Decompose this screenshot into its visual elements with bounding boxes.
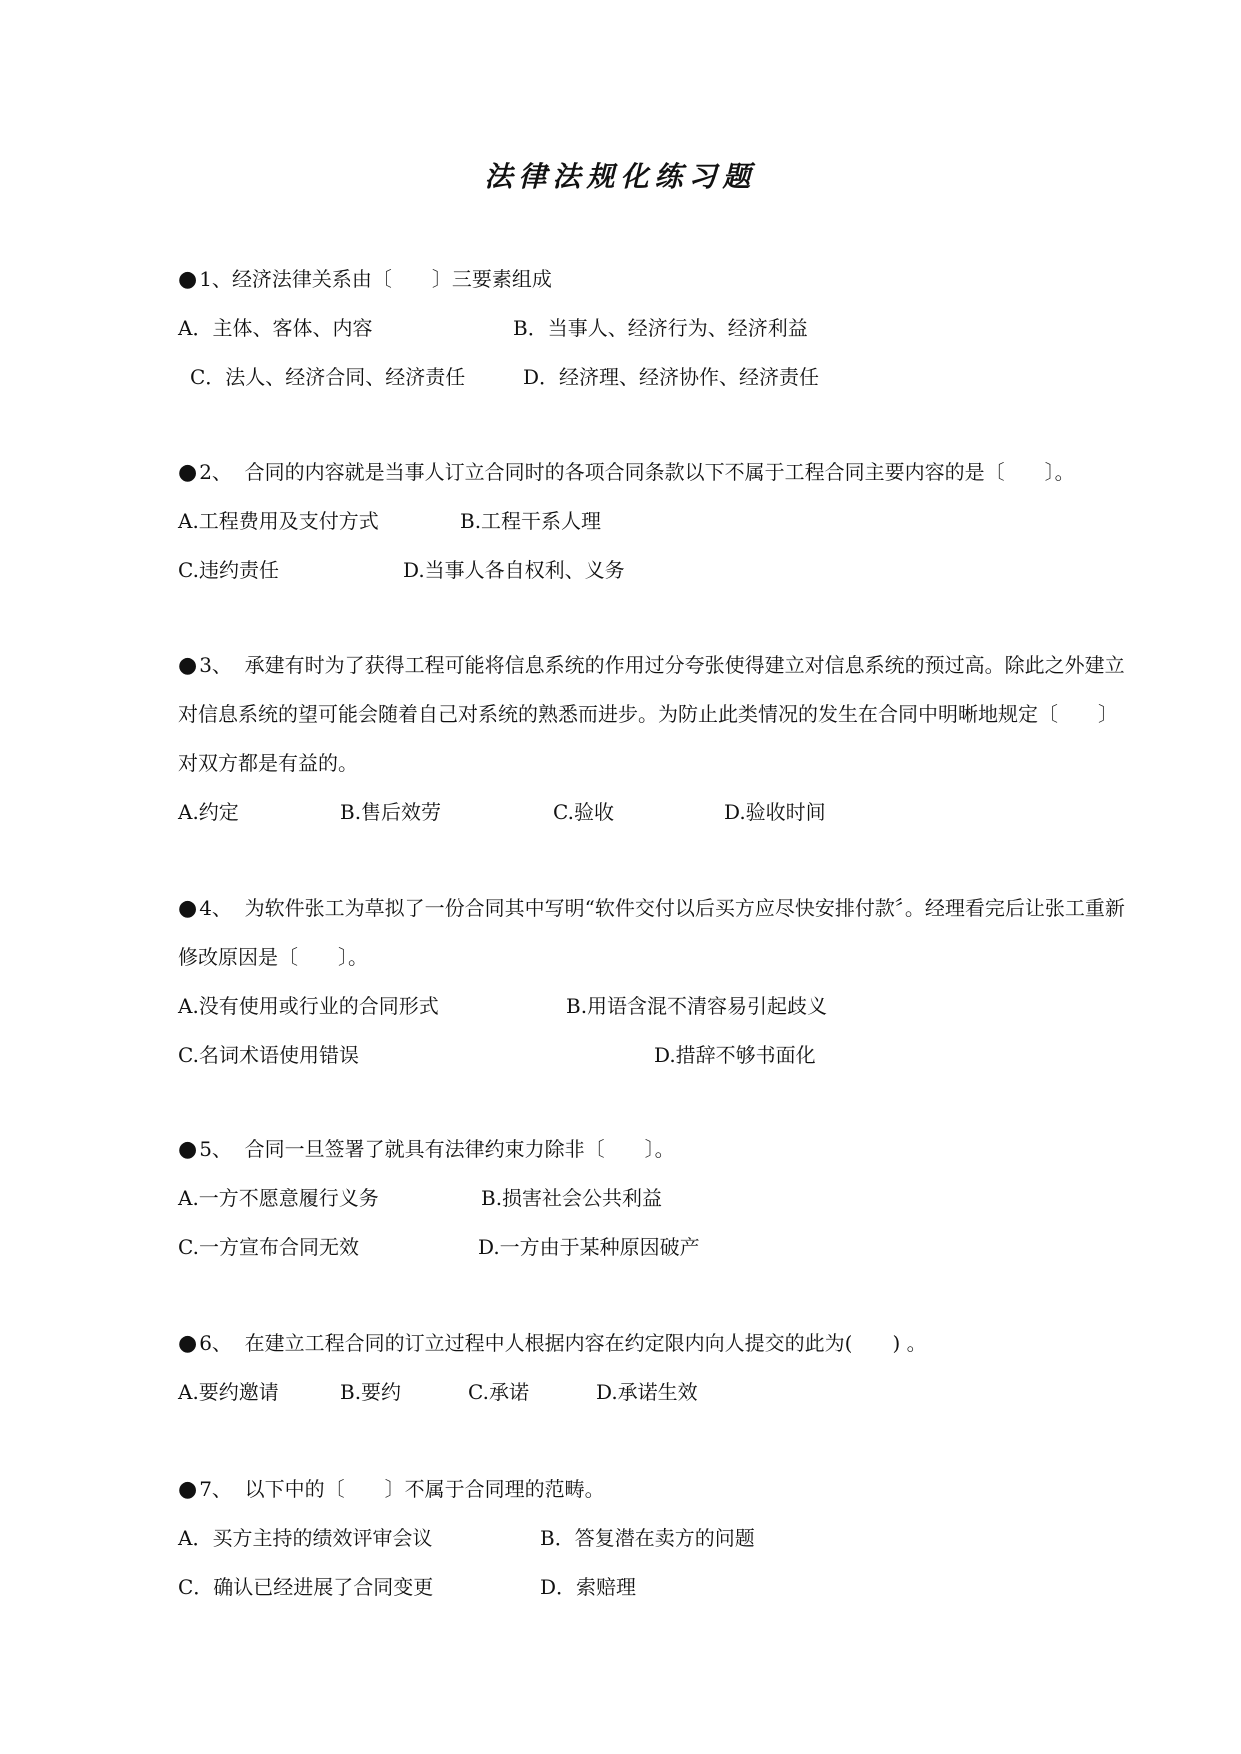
- question-5: [178, 1125, 1128, 1272]
- question-text: 在建立工程合同的订立过程中人根据内容在约定限内向人提交的此为( ) 。: [244, 1331, 927, 1355]
- option-d: D.承诺生效: [596, 1380, 698, 1404]
- bullet-icon: ●: [178, 1331, 198, 1356]
- question-stem: [178, 255, 1128, 304]
- question-2: [178, 448, 1128, 595]
- question-number: 6、: [199, 1331, 232, 1355]
- option-d: D.一方由于某种原因破产: [478, 1235, 700, 1259]
- option-row: [178, 1514, 1128, 1563]
- option-b: B.用语含混不清容易引起歧义: [566, 994, 828, 1018]
- question-7: [178, 1465, 1128, 1612]
- question-text: 以下中的〔 〕不属于合同理的范畴。: [244, 1477, 605, 1501]
- option-row: [178, 1563, 1128, 1612]
- option-c: C.违约责任: [178, 558, 279, 582]
- bullet-icon: ●: [178, 1477, 198, 1502]
- question-number: 1、: [199, 267, 232, 291]
- option-row: [178, 304, 1128, 353]
- option-row: [178, 1223, 1128, 1272]
- question-text: 为软件张工为草拟了一份合同其中写明“软件交付以后买方应尽快安排付款〞。经理看完后让张工重新修改原因是〔 〕。: [178, 896, 1125, 969]
- option-row: [178, 1368, 1128, 1417]
- option-a: A.没有使用或行业的合同形式: [178, 994, 439, 1018]
- bullet-icon: ●: [178, 653, 198, 678]
- question-text: 合同一旦签署了就具有法律约束力除非〔 〕。: [244, 1137, 675, 1161]
- option-b: B.要约: [340, 1380, 402, 1404]
- question-6: [178, 1319, 1128, 1417]
- option-a: A.工程费用及支付方式: [178, 509, 379, 533]
- option-row: [178, 353, 1128, 402]
- question-text: 承建有时为了获得工程可能将信息系统的作用过分夸张使得建立对信息系统的预过高。除此之外建立对信息系统的望可能会随着自己对系统的熟悉而进步。为防止此类情况的发生在合同中明晰地规定〔 〕对双方都是有益的。: [178, 653, 1125, 775]
- question-number: 7、: [199, 1477, 232, 1501]
- option-d: D．索赔理: [540, 1575, 637, 1599]
- question-stem: [178, 448, 1128, 497]
- option-c: C.验收: [553, 800, 614, 824]
- bullet-icon: ●: [178, 460, 198, 485]
- question-text: 合同的内容就是当事人订立合同时的各项合同条款以下不属于工程合同主要内容的是〔 〕。: [244, 460, 1075, 484]
- option-c: C．法人、经济合同、经济责任: [190, 365, 466, 389]
- option-a: A．主体、客体、内容: [178, 316, 373, 340]
- option-a: A.要约邀请: [178, 1380, 279, 1404]
- option-b: B．当事人、经济行为、经济利益: [513, 316, 808, 340]
- option-a: A．买方主持的绩效评审会议: [178, 1526, 433, 1550]
- option-row: [178, 1174, 1128, 1223]
- question-3: [178, 641, 1128, 837]
- question-stem: [178, 1319, 1128, 1368]
- option-c: C．确认已经进展了合同变更: [178, 1575, 434, 1599]
- bullet-icon: ●: [178, 896, 198, 921]
- option-b: B.售后效劳: [340, 800, 442, 824]
- question-number: 5、: [199, 1137, 232, 1161]
- option-a: A.约定: [178, 800, 239, 824]
- option-row: [178, 982, 1128, 1031]
- option-b: B．答复潜在卖方的问题: [540, 1526, 755, 1550]
- option-a: A.一方不愿意履行义务: [178, 1186, 379, 1210]
- option-row: [178, 497, 1128, 546]
- question-4: [178, 884, 1128, 1080]
- question-number: 4、: [199, 896, 232, 920]
- question-1: [178, 255, 1128, 402]
- question-number: 2、: [199, 460, 232, 484]
- option-c: C.名词术语使用错误: [178, 1043, 359, 1067]
- option-d: D．经济理、经济协作、经济责任: [523, 365, 820, 389]
- option-c: C.一方宣布合同无效: [178, 1235, 359, 1259]
- question-stem: [178, 1125, 1128, 1174]
- bullet-icon: ●: [178, 1137, 198, 1162]
- question-stem: [178, 1465, 1128, 1514]
- option-d: D.措辞不够书面化: [654, 1043, 816, 1067]
- option-d: D.验收时间: [724, 800, 826, 824]
- option-row: [178, 546, 1128, 595]
- option-row: [178, 788, 1128, 837]
- option-c: C.承诺: [468, 1380, 529, 1404]
- option-row: [178, 1031, 1128, 1080]
- option-d: D.当事人各自权利、义务: [403, 558, 625, 582]
- document-title: 法律法规化练习题: [484, 160, 757, 193]
- option-b: B.工程干系人理: [460, 509, 602, 533]
- option-b: B.损害社会公共利益: [481, 1186, 663, 1210]
- question-number: 3、: [199, 653, 232, 677]
- question-stem: [178, 641, 1128, 788]
- bullet-icon: ●: [178, 267, 198, 292]
- question-stem: [178, 884, 1128, 982]
- question-text: 经济法律关系由〔 〕三要素组成: [231, 267, 552, 291]
